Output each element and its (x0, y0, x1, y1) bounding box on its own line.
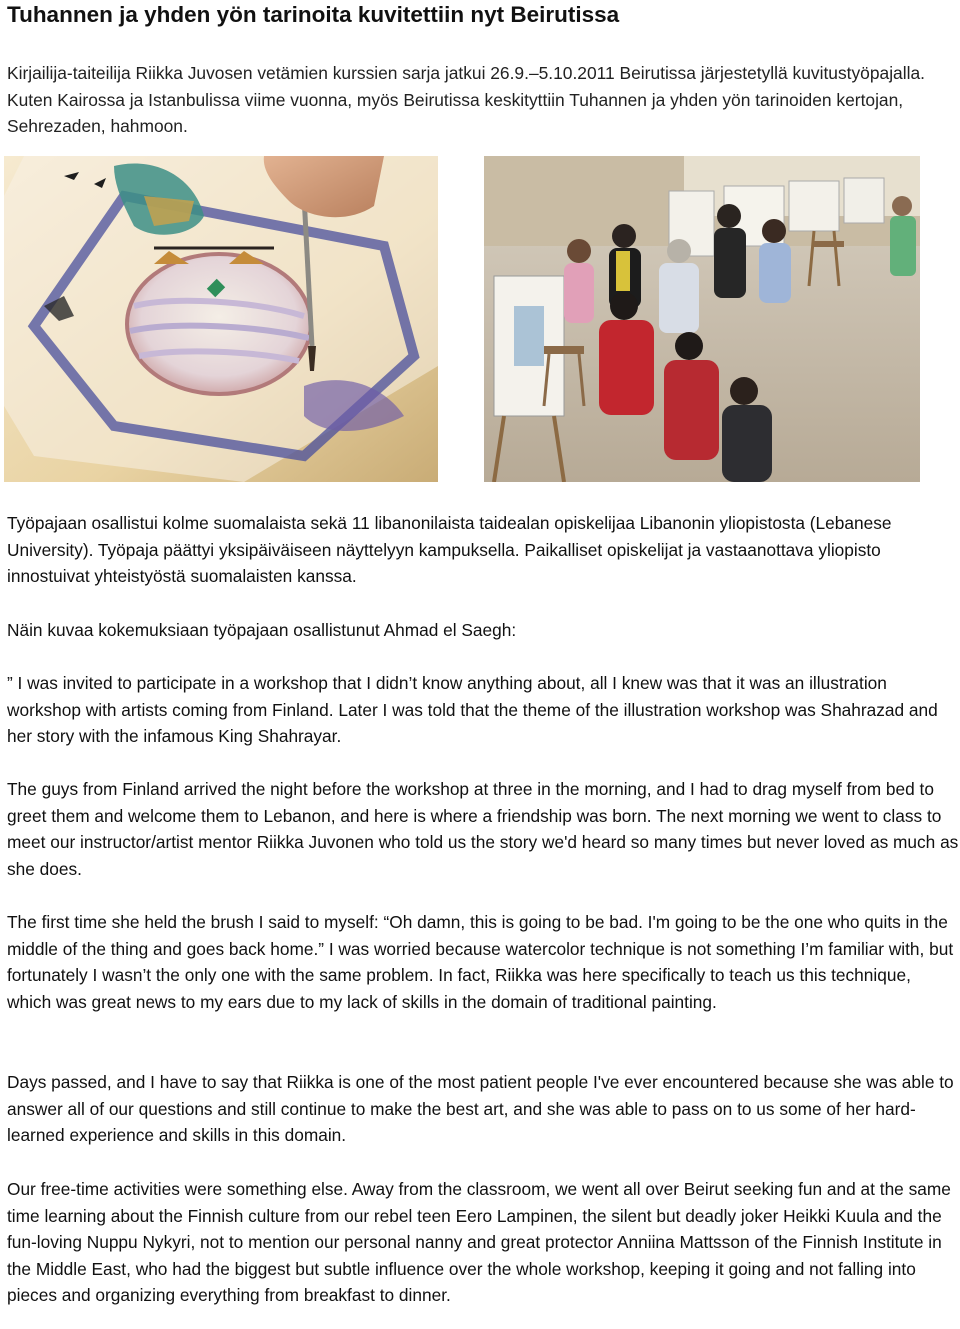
article-intro: Kirjailija-taiteilija Riikka Juvosen vetämien kurssien sarja jatkui 26.9.–5.10.2011 Beirutissa järjestetyllä kuvitustyöpajalla. Kuten Kairossa ja Istanbulissa viime vuonna, myös Beirutissa keskityttiin Tuhannen ja yhden yön tarinoiden kertojan, Sehrezaden, hahmoon. (7, 63, 925, 136)
paragraph-free-time: Our free-time activities were something else. Away from the classroom, we went all over Beirut seeking fun and at the same time learning about the Finnish culture from our rebel teen Eero Lampinen, the silent but deadly joker Heikki Kuula and the fun-loving Nuppu Nykyri, not to mention our personal nanny and great protector Anniina Mattsson of the Finnish Institute in the Middle East, who had the biggest but subtle influence over the whole workshop, keeping it going and not falling into pieces and organizing everything from breakfast to dinner. (7, 1179, 951, 1306)
exhibition-students-photo (484, 156, 920, 482)
paragraph-days-passed: Days passed, and I have to say that Riikka is one of the most patient people I've ever encountered because she was able to answer all of our questions and still continue to make the best art, and she was able to pass on to us some of her hard-learned experience and skills in this domain. (7, 1072, 954, 1146)
paragraph-invitation: ” I was invited to participate in a workshop that I didn’t know anything about, all I knew was that it was an illustration workshop with artists coming from Finland. Later I was told that the theme of the illustration workshop was Shahrazad and her story with the infamous King Shahrayar. (7, 673, 938, 747)
paragraph-quote-intro: Näin kuvaa kokemuksiaan työpajaan osallistunut Ahmad el Saegh: (7, 620, 517, 640)
watercolor-painting-photo (4, 156, 438, 482)
article-title: Tuhannen ja yhden yön tarinoita kuvitettiin nyt Beirutissa (7, 2, 620, 27)
paragraph-first-brush: The first time she held the brush I said to myself: “Oh damn, this is going to be bad. I'm going to be the one who quits in the middle of the thing and goes back home.” I was worried because watercolor technique is not something I’m familiar with, but fortunately I wasn’t the only one with the same problem. In fact, Riikka was here specifically to teach us this technique, which was great news to my ears due to my lack of skills in the domain of traditional painting. (7, 912, 954, 1012)
paragraph-workshop-participants: Työpajaan osallistui kolme suomalaista sekä 11 libanonilaista taidealan opiskelijaa Libanonin yliopistosta (Lebanese University). Työpaja päättyi yksipäiväiseen näyttelyyn kampuksella. Paikalliset opiskelijat ja vastaanottava yliopisto innostuivat yhteistyöstä suomalaisten kanssa. (7, 513, 892, 587)
paragraph-arrival: The guys from Finland arrived the night before the workshop at three in the morning, and I had to drag myself from bed to greet them and welcome them to Lebanon, and here is where a friendship was born. The next morning we went to class to meet our instructor/artist mentor Riikka Juvonen who told us the story we'd heard so many times but never loved as much as she does. (7, 779, 959, 879)
